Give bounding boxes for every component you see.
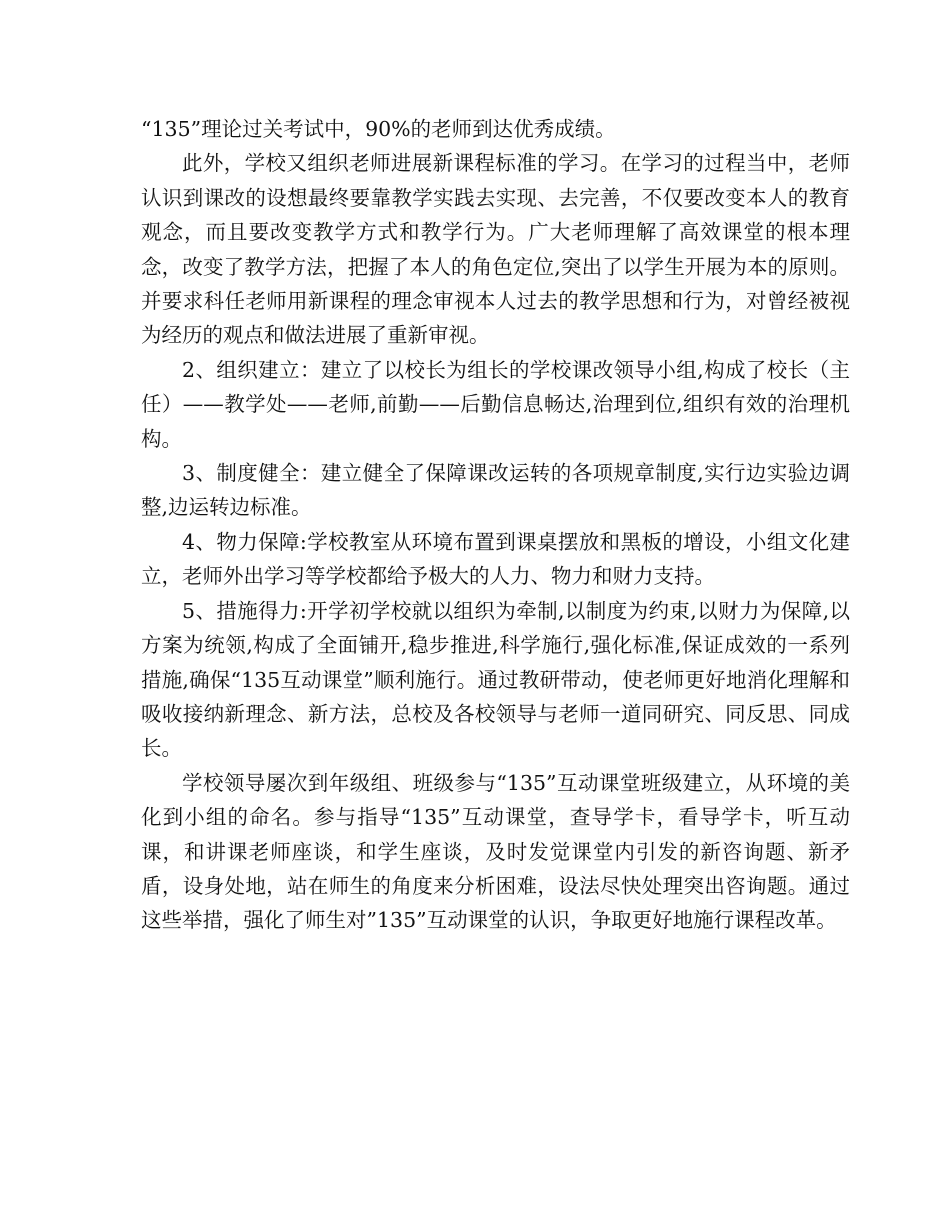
paragraph-4: 3、制度健全：建立健全了保障课改运转的各项规章制度,实行边实验边调整,边运转边标准。: [141, 461, 850, 520]
paragraph-3: 2、组织建立：建立了以校长为组长的学校课改领导小组,构成了校长（主任）——教学处——老师,前勤——后勤信息畅达,治理到位,组织有效的治理机构。: [141, 357, 850, 451]
paragraph-6: 5、措施得力:开学初学校就以组织为牵制,以制度为约束,以财力为保障,以方案为统领,构成了全面铺开,稳步推进,科学施行,强化标准,保证成效的一系列措施,确保“135互动课堂”顺利施行。通过教研带动，使老师更好地消化理解和吸收接纳新理念、新方法，总校及各校领导与老师一道同研究、同反思、同成长。: [141, 598, 850, 761]
paragraph-7: 学校领导屡次到年级组、班级参与“135”互动课堂班级建立，从环境的美化到小组的命名。参与指导“135”互动课堂，查导学卡，看导学卡，听互动课，和讲课老师座谈，和学生座谈，及时发觉课堂内引发的新咨询题、新矛盾，设身处地，站在师生的角度来分析困难，设法尽快处理突出咨询题。通过这些举措，强化了师生对”135”互动课堂的认识，争取更好地施行课程改革。: [141, 770, 850, 933]
paragraph-5: 4、物力保障:学校教室从环境布置到课桌摆放和黑板的增设，小组文化建立，老师外出学习等学校都给予极大的人力、物力和财力支持。: [141, 529, 850, 589]
paragraph-1: “135”理论过关考试中，90%的老师到达优秀成绩。: [141, 117, 616, 141]
paragraph-2: 此外，学校又组织老师进展新课程标准的学习。在学习的过程当中，老师认识到课改的设想最终要靠教学实践去实现、去完善，不仅要改变本人的教育观念，而且要改变教学方式和教学行为。广大老师理解了高效课堂的根本理念，改变了教学方法，把握了本人的角色定位,突出了以学生开展为本的原则。并要求科任老师用新课程的理念审视本人过去的教学思想和行为，对曾经被视为经历的观点和做法进展了重新审视。: [141, 151, 850, 348]
